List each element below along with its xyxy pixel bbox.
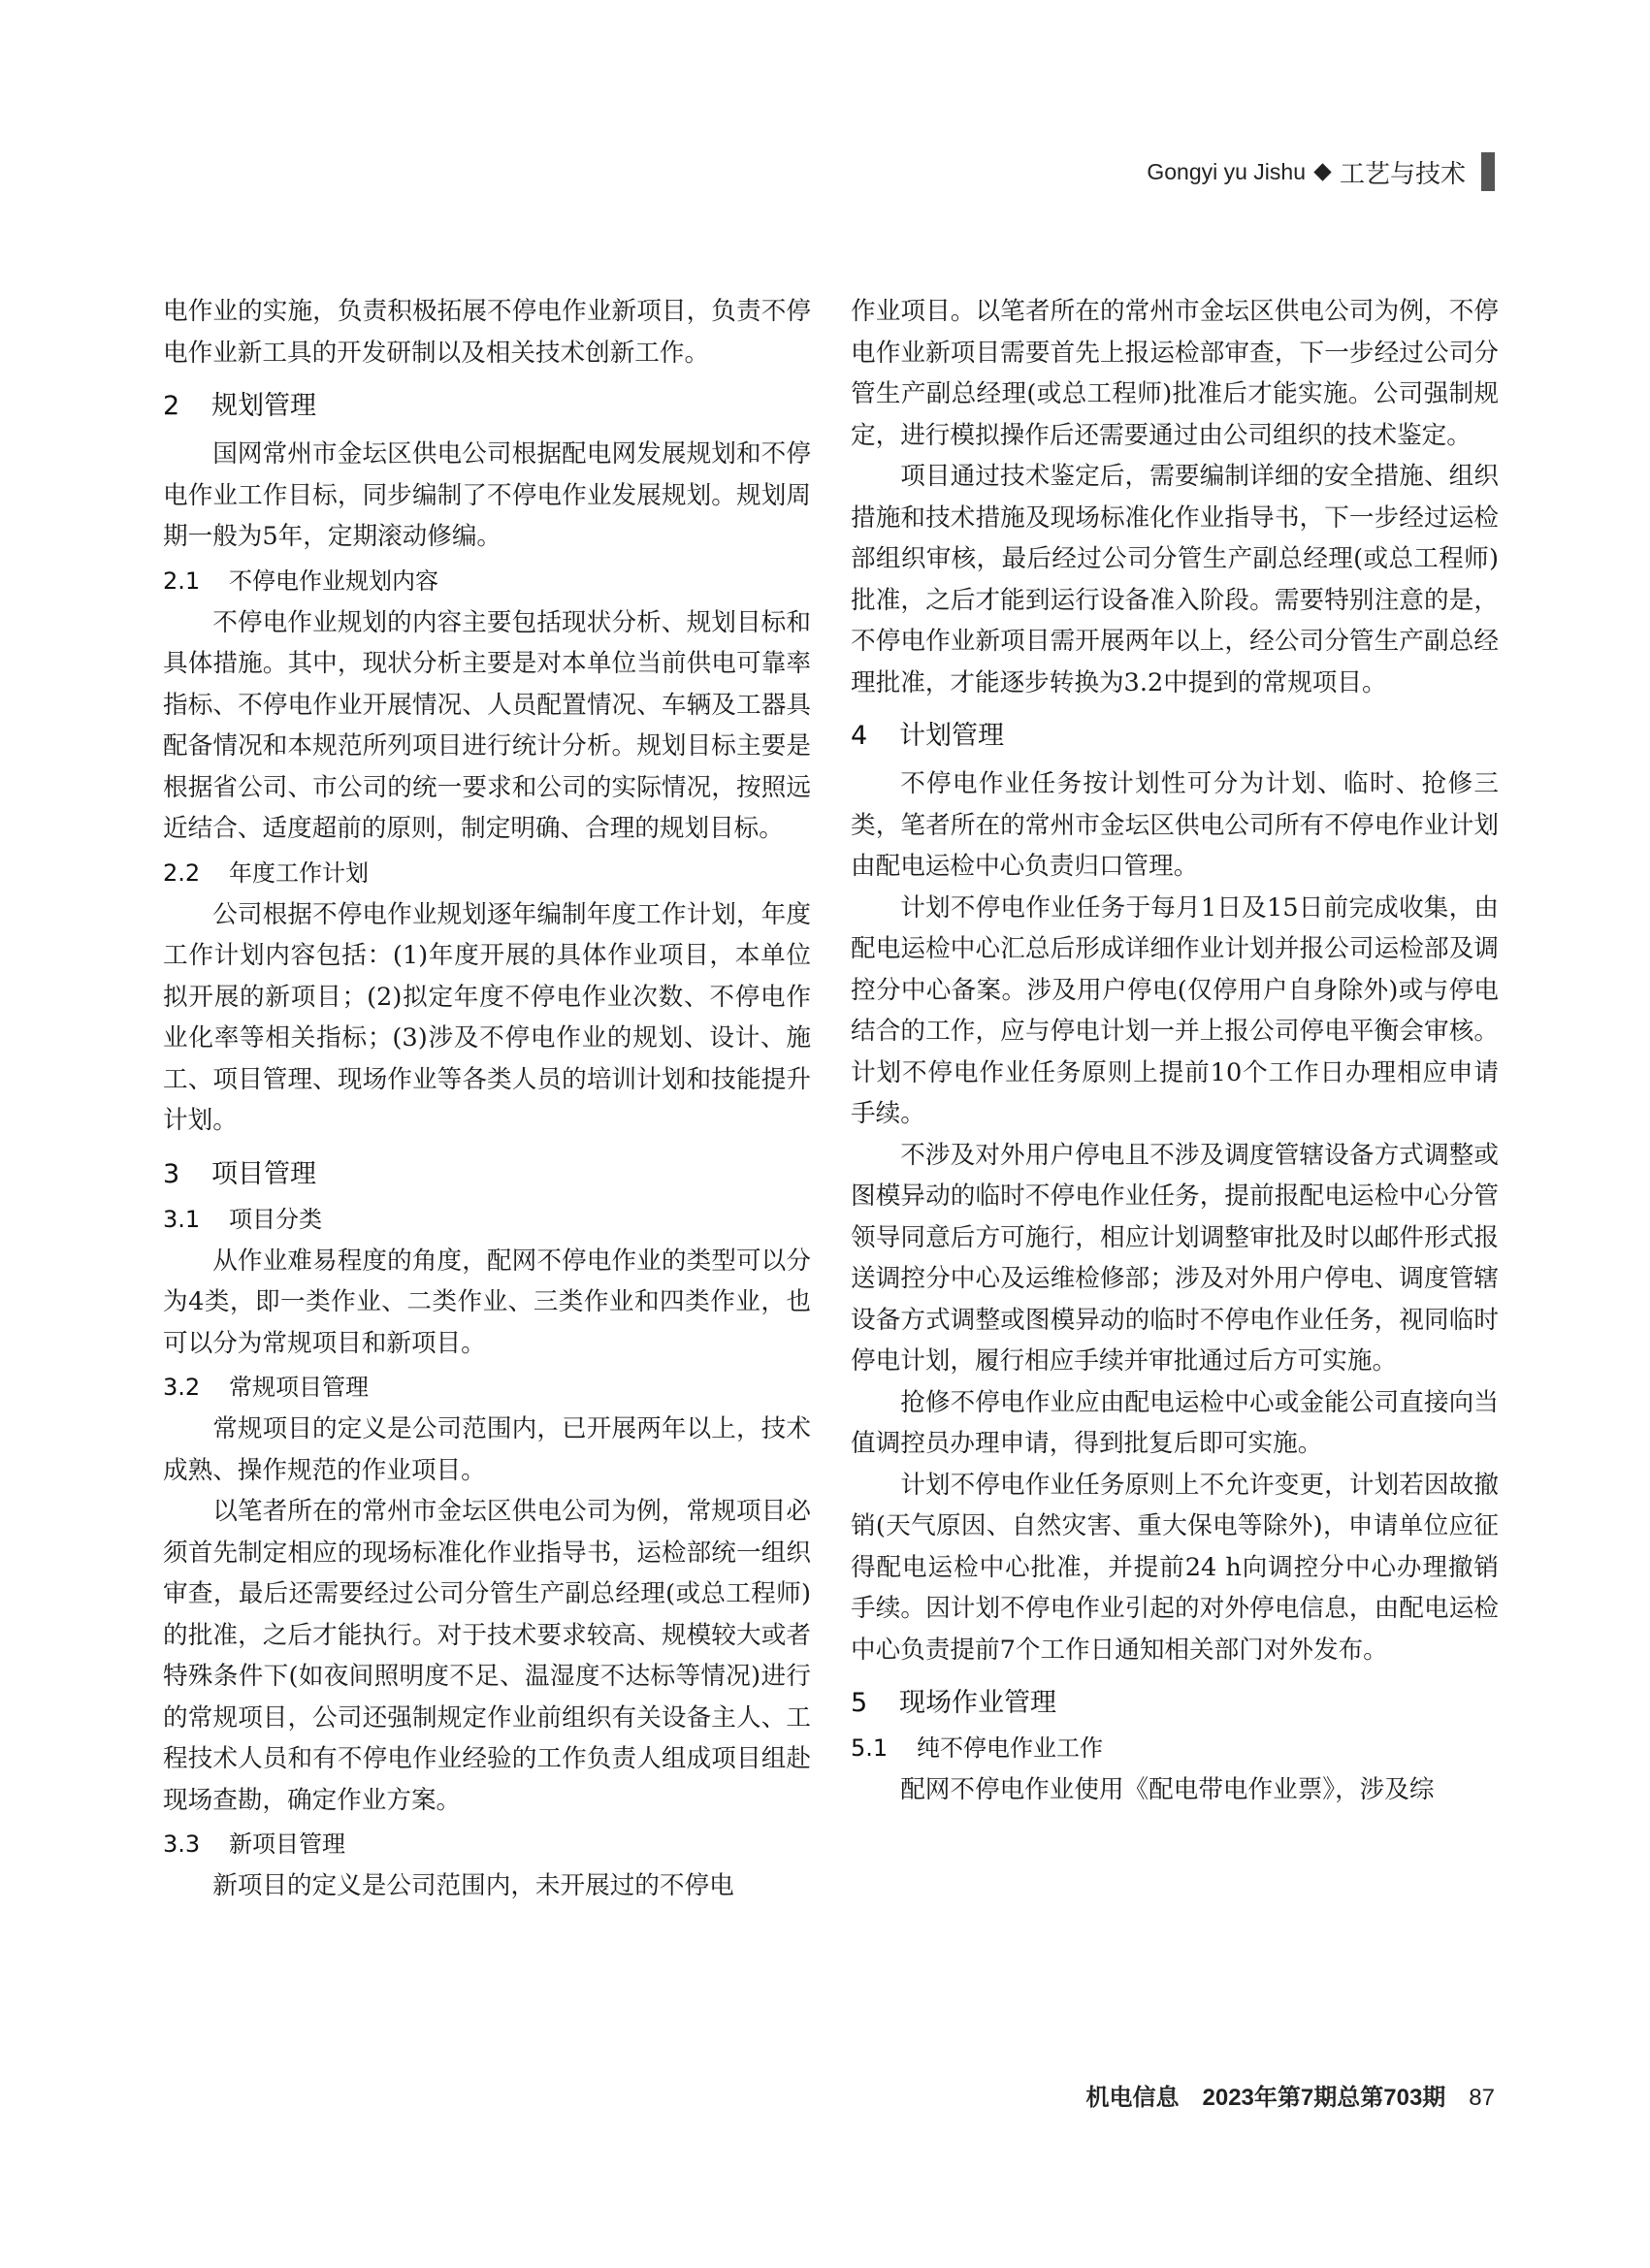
- paragraph: 抢修不停电作业应由配电运检中心或金能公司直接向当值调控员办理申请，得到批复后即可实施。: [851, 1387, 1499, 1458]
- journal-name: 机电信息: [1085, 2085, 1180, 2111]
- section-heading: [163, 387, 811, 426]
- subsection-heading: [163, 1827, 811, 1862]
- header-pinyin: Gongyi yu Jishu: [1147, 158, 1306, 184]
- paragraph: 新项目的定义是公司范围内，未开展过的不停电: [212, 1871, 734, 1900]
- heading-number: 5.1: [851, 1734, 889, 1762]
- paragraph: 不停电作业规划的内容主要包括现状分析、规划目标和具体措施。其中，现状分析主要是对本单位当前供电可靠率指标、不停电作业开展情况、人员配置情况、车辆及工器具配备情况和本规范所列项目进行统计分析。规划目标主要是根据省公司、市公司的统一要求和公司的实际情况，按照远近结合、适度超前的原则，制定明确、合理的规划目标。: [163, 607, 811, 843]
- heading-number: 3.3: [163, 1831, 201, 1858]
- heading-number: 5: [851, 1688, 868, 1718]
- paragraph: 不涉及对外用户停电且不涉及调度管辖设备方式调整或图模异动的临时不停电作业任务，提前报配电运检中心分管领导同意后方可施行，相应计划调整审批及时以邮件形式报送调控分中心及运维检修部；涉及对外用户停电、调度管辖设备方式调整或图模异动的临时不停电作业任务，视同临时停电计划，履行相应手续并审批通过后方可实施。: [851, 1140, 1499, 1376]
- section-heading: [163, 1155, 811, 1194]
- heading-number: 4: [851, 721, 868, 751]
- diamond-icon: [1313, 163, 1331, 180]
- heading-number: 2.1: [163, 567, 201, 595]
- heading-text: 现场作业管理: [899, 1688, 1056, 1718]
- heading-number: 2: [163, 391, 180, 421]
- heading-number: 2.2: [163, 859, 201, 887]
- section-heading: [851, 717, 1499, 756]
- paragraph: 常规项目的定义是公司范围内，已开展两年以上，技术成熟、操作规范的作业项目。: [163, 1414, 811, 1485]
- heading-text: 项目分类: [229, 1205, 322, 1233]
- paragraph: 以笔者所在的常州市金坛区供电公司为例，常规项目必须首先制定相应的现场标准化作业指导书，运检部统一组织审查，最后还需要经过公司分管生产副总经理(或总工程师)的批准，之后才能执行。对于技术要求较高、规模较大或者特殊条件下(如夜间照明度不足、温湿度不达标等情况)进行的常规项目，公司还强制规定作业前组织有关设备主人、工程技术人员和有不停电作业经验的工作负责人组成项目组赴现场查勘，确定作业方案。: [163, 1497, 811, 1815]
- page-footer: [1086, 2078, 1495, 2112]
- left-column: [163, 291, 811, 1907]
- paragraph: 公司根据不停电作业规划逐年编制年度工作计划，年度工作计划内容包括：(1)年度开展的具体作业项目，本单位拟开展的新项目；(2)拟定年度不停电作业次数、不停电作业化率等相关指标；(3)涉及不停电作业的规划、设计、施工、项目管理、现场作业等各类人员的培训计划和技能提升计划。: [163, 899, 811, 1135]
- subsection-heading: [163, 564, 811, 599]
- running-header: [1147, 150, 1495, 193]
- paragraph: 电作业的实施，负责积极拓展不停电作业新项目，负责不停电作业新工具的开发研制以及相关技术创新工作。: [163, 297, 811, 368]
- page-number: 87: [1469, 2085, 1495, 2111]
- header-section-title: 工艺与技术: [1339, 159, 1466, 189]
- paragraph: 项目通过技术鉴定后，需要编制详细的安全措施、组织措施和技术措施及现场标准化作业指导书，下一步经过运检部组织审核，最后经过公司分管生产副总经理(或总工程师)批准，之后才能到运行设备准入阶段。需要特别注意的是，不停电作业新项目需开展两年以上，经公司分管生产副总经理批准，才能逐步转换为3.2中提到的常规项目。: [851, 462, 1499, 697]
- paragraph: 配网不停电作业使用《配电带电作业票》，涉及综: [900, 1775, 1435, 1804]
- heading-number: 3.1: [163, 1205, 201, 1233]
- heading-text: 新项目管理: [229, 1831, 345, 1858]
- header-bar-icon: [1481, 152, 1495, 191]
- heading-text: 年度工作计划: [229, 859, 369, 887]
- heading-text: 常规项目管理: [229, 1374, 369, 1401]
- subsection-heading: [163, 1202, 811, 1237]
- paragraph: 从作业难易程度的角度，配网不停电作业的类型可以分为4类，即一类作业、二类作业、三类作业和四类作业，也可以分为常规项目和新项目。: [163, 1246, 811, 1358]
- subsection-heading: [163, 856, 811, 891]
- heading-number: 3.2: [163, 1374, 201, 1401]
- paragraph: 计划不停电作业任务原则上不允许变更，计划若因故撤销(天气原因、自然灾害、重大保电等除外)，申请单位应征得配电运检中心批准，并提前24 h向调控分中心办理撤销手续。因计划不停电作业引起的对外停电信息，由配电运检中心负责提前7个工作日通知相关部门对外发布。: [851, 1470, 1499, 1665]
- paragraph: 作业项目。以笔者所在的常州市金坛区供电公司为例，不停电作业新项目需要首先上报运检部审查，下一步经过公司分管生产副总经理(或总工程师)批准后才能实施。公司强制规定，进行模拟操作后还需要通过由公司组织的技术鉴定。: [851, 297, 1499, 450]
- section-heading: [851, 1684, 1499, 1723]
- right-column: [851, 291, 1499, 1811]
- paragraph: 计划不停电作业任务于每月1日及15日前完成收集，由配电运检中心汇总后形成详细作业计划并报公司运检部及调控分中心备案。涉及用户停电(仅停用户自身除外)或与停电结合的工作，应与停电计划一并上报公司停电平衡会审核。计划不停电作业任务原则上提前10个工作日办理相应申请手续。: [851, 892, 1499, 1128]
- subsection-heading: [163, 1370, 811, 1405]
- paragraph: 不停电作业任务按计划性可分为计划、临时、抢修三类，笔者所在的常州市金坛区供电公司所有不停电作业计划由配电运检中心负责归口管理。: [851, 769, 1499, 881]
- issue-info: 2023年第7期总第703期: [1202, 2085, 1446, 2111]
- heading-text: 规划管理: [211, 391, 316, 421]
- heading-text: 计划管理: [899, 721, 1004, 751]
- heading-text: 项目管理: [211, 1158, 316, 1189]
- paragraph: 国网常州市金坛区供电公司根据配电网发展规划和不停电作业工作目标，同步编制了不停电作业发展规划。规划周期一般为5年，定期滚动修编。: [163, 439, 811, 551]
- subsection-heading: [851, 1731, 1499, 1766]
- heading-text: 不停电作业规划内容: [229, 567, 438, 595]
- heading-number: 3: [163, 1158, 180, 1189]
- heading-text: 纯不停电作业工作: [917, 1734, 1103, 1762]
